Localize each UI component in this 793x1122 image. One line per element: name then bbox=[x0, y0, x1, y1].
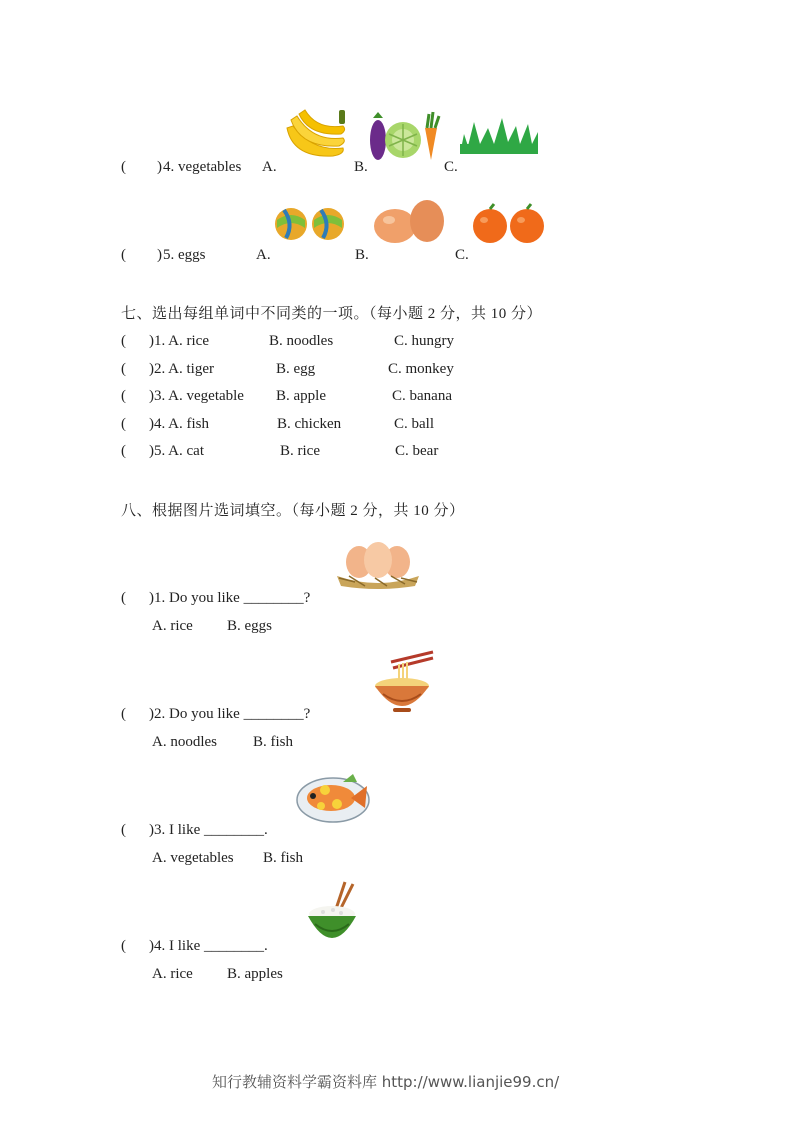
paren-open: ( bbox=[121, 706, 126, 722]
option-a: A. bbox=[262, 159, 277, 175]
option-c: C. bbox=[455, 247, 469, 263]
option-a: A. noodles bbox=[152, 734, 217, 750]
question-label: 4. vegetables bbox=[163, 159, 242, 175]
paren-open: ( bbox=[121, 247, 126, 263]
option-a: A. rice bbox=[152, 966, 193, 982]
question-text: )1. Do you like ________? bbox=[149, 590, 311, 606]
paren-open: ( bbox=[121, 443, 126, 459]
option-c: C. monkey bbox=[388, 361, 454, 377]
option-a: A. bbox=[256, 247, 271, 263]
paren-open: ( bbox=[121, 590, 126, 606]
option-b: B. chicken bbox=[277, 416, 342, 432]
question-text: )4. I like ________. bbox=[149, 938, 268, 954]
question-label: 5. eggs bbox=[163, 247, 206, 263]
question-text: )2. A. tiger bbox=[149, 361, 214, 377]
oranges-icon bbox=[472, 202, 546, 244]
eggs-icon bbox=[373, 200, 445, 244]
option-b: B. bbox=[355, 247, 369, 263]
option-a: A. rice bbox=[152, 618, 193, 634]
option-c: C. bbox=[444, 159, 458, 175]
option-c: C. banana bbox=[392, 388, 452, 404]
question-text: )5. A. cat bbox=[149, 443, 204, 459]
option-c: C. bear bbox=[395, 443, 439, 459]
question-text: )3. A. vegetable bbox=[149, 388, 244, 404]
option-b: B. egg bbox=[276, 361, 316, 377]
option-b: B. eggs bbox=[227, 618, 272, 634]
grass-icon bbox=[458, 114, 540, 156]
question-text: )4. A. fish bbox=[149, 416, 209, 432]
paren-open: ( bbox=[121, 388, 126, 404]
question-text: )3. I like ________. bbox=[149, 822, 268, 838]
footer-watermark: 知行教辅资料学霸资料库 http://www.lianjie99.cn/ bbox=[212, 1073, 560, 1091]
noodle-bowl-icon bbox=[373, 648, 435, 714]
bananas-icon bbox=[283, 108, 349, 162]
vegetables-icon bbox=[367, 108, 443, 162]
paren-open: ( bbox=[121, 938, 126, 954]
paren-open: ( bbox=[121, 159, 126, 175]
option-c: C. hungry bbox=[394, 333, 454, 349]
question-text: )2. Do you like ________? bbox=[149, 706, 311, 722]
paren-close: ) bbox=[157, 247, 162, 263]
option-c: C. ball bbox=[394, 416, 434, 432]
option-b: B. apple bbox=[276, 388, 326, 404]
rice-bowl-icon bbox=[305, 880, 361, 946]
section-heading-8: 八、根据图片选词填空。（每小题 2 分，共 10 分） bbox=[121, 503, 465, 519]
question-text: )1. A. rice bbox=[149, 333, 209, 349]
eggs-in-nest-icon bbox=[335, 542, 421, 590]
paren-open: ( bbox=[121, 361, 126, 377]
paren-open: ( bbox=[121, 333, 126, 349]
fish-plate-icon bbox=[295, 768, 373, 826]
option-a: A. vegetables bbox=[152, 850, 234, 866]
section-heading-7: 七、选出每组单词中不同类的一项。（每小题 2 分，共 10 分） bbox=[121, 306, 543, 322]
option-b: B. rice bbox=[280, 443, 320, 459]
paren-close: ) bbox=[157, 159, 162, 175]
paren-open: ( bbox=[121, 416, 126, 432]
paren-open: ( bbox=[121, 822, 126, 838]
balls-icon bbox=[274, 206, 346, 242]
option-b: B. noodles bbox=[269, 333, 334, 349]
option-b: B. apples bbox=[227, 966, 283, 982]
option-b: B. bbox=[354, 159, 368, 175]
option-b: B. fish bbox=[263, 850, 304, 866]
option-b: B. fish bbox=[253, 734, 294, 750]
